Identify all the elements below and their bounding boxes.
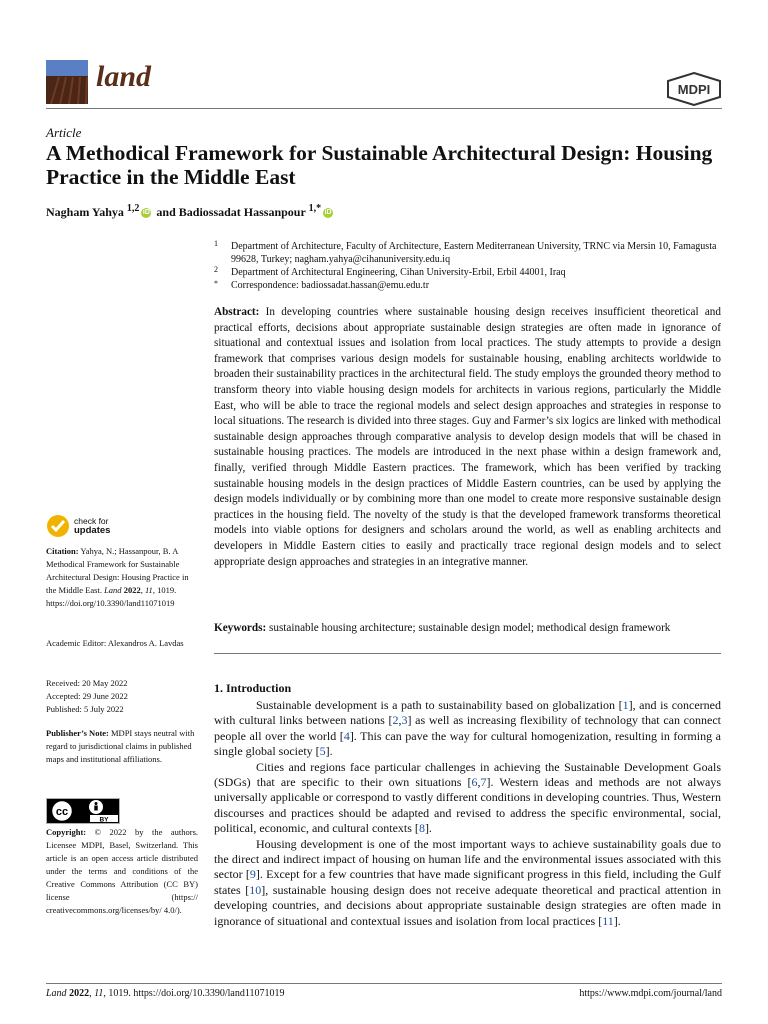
by-label: BY — [99, 816, 109, 824]
introduction-body — [214, 698, 721, 929]
footer-doi: , 1019. https://doi.org/10.3390/land11071019 — [103, 988, 285, 999]
citation-link[interactable]: 7 — [480, 775, 487, 790]
citation-link[interactable]: 2 — [392, 713, 399, 728]
author-conjunction: and — [156, 205, 176, 219]
copyright-label: Copyright: — [46, 827, 87, 837]
citation-journal: Land — [104, 585, 122, 595]
citation-link[interactable]: 10 — [249, 882, 262, 897]
citation-volume: 11 — [144, 585, 153, 595]
citation-link[interactable]: 3 — [401, 713, 408, 728]
academic-editor: Academic Editor: Alexandros A. Lavdas — [46, 638, 184, 648]
article-title: A Methodical Framework for Sustainable Architectural Design: Housing Practice in the Middle East — [46, 141, 713, 189]
affiliation-number: * — [214, 279, 218, 288]
citation-link[interactable]: 6 — [471, 775, 478, 790]
abstract-text: In developing countries where sustainable housing design receives insufficient theoretical and practical efforts, decisions about appropriate sustainable design strategies are often made in ignorance of situational and contextual issues and isolation from local practices. The study attempts to provide a design framework that comprises various design models for sustainable housing, enabling architects worldwide to broaden their sustainability practices in the architectural field. The study employs the grounded theory method to transform theory into viable housing design models for architects in various regions, particularly the Middle East, who will be able to trace the regional models and select design approaches and strategies in response to local situations. The research is divided into three stages. Guy and Farmer’s six logics are linked with methodical sustainable design approaches through comparative analysis to develop design models that will be chased in sustainable housing practices. The models are introduced in the next phase within a design framework and, finally, verified through Middle Eastern practices. The framework, which has been verified by tracking sustainable housing models in the design practices of Middle Eastern countries, can be used by applying the design models individually or by combining more than one model to create more responsive sustainable design practices in the housing field. The novelty of the study is that the developed framework transforms theoretical models into viable options for designers and scholars around the world, as well as enabling architects and developers in Middle Eastern cities to easily and practically trace regional design models and to select appropriate design approaches and strategies in an integrative manner. — [214, 306, 721, 568]
author-affiliation-marker: 1,2 — [126, 203, 140, 214]
footer-year: 2022 — [69, 988, 90, 999]
orcid-icon[interactable]: iD — [142, 209, 150, 217]
check-updates-icon — [46, 514, 70, 538]
check-for-updates-badge[interactable] — [46, 514, 110, 538]
section-heading: 1. Introduction — [214, 681, 292, 695]
footer-divider — [46, 983, 722, 984]
keywords-text: sustainable housing architecture; sustainable design model; methodical design framework — [269, 622, 671, 634]
publisher-note-label: Publisher’s Note: — [46, 728, 109, 738]
citation-link[interactable]: 11 — [602, 913, 614, 928]
cc-label: cc — [55, 806, 69, 818]
correspondence: Correspondence: badiossadat.hassan@emu.edu.tr — [231, 280, 430, 291]
paragraph: Sustainable development is a path to sustainability based on globalization [1], and is concerned with cultural links between nations [2,3] as well as increasing flexibility of technology that can connect people all over the world [4]. This can pave the way for cultural homogenization, resulting in forming a single global society [5]. — [214, 698, 721, 759]
author-name: Nagham Yahya — [46, 205, 124, 219]
check-updates-line1: check for — [74, 516, 109, 526]
check-updates-line2: updates — [74, 525, 111, 536]
citation-text: Yahya, N.; Hassanpour, B. A Methodical Framework for Sustainable Architectural Design: Housing Practice in the Middle East. — [46, 546, 189, 595]
citation-link[interactable]: 4 — [343, 728, 350, 743]
footer-journal-url[interactable]: https://www.mdpi.com/journal/land — [579, 988, 722, 999]
citation-link[interactable]: 1 — [622, 698, 629, 712]
citation-link[interactable]: 5 — [319, 744, 326, 759]
author-affiliation-marker: 1,* — [308, 203, 322, 214]
journal-name: land — [96, 60, 152, 93]
author-name: Badiossadat Hassanpour — [178, 205, 306, 219]
affiliation-number: 1 — [214, 239, 218, 248]
citation-block: Citation: Yahya, N.; Hassanpour, B. A Methodical Framework for Sustainable Architectural Design: Housing Practice in the Middle East. Land 2022, 11, 1019. https://doi.org/10.3390/land11071019 — [46, 546, 189, 608]
citation-link[interactable]: 9 — [249, 867, 256, 882]
published-date: Published: 5 July 2022 — [46, 704, 124, 714]
footer-volume: 11 — [94, 988, 104, 999]
author-list — [46, 203, 335, 220]
orcid-icon[interactable]: iD — [324, 209, 332, 217]
keywords — [214, 621, 721, 636]
abstract — [214, 305, 721, 570]
copyright-block — [46, 826, 198, 917]
journal-logo — [46, 60, 88, 104]
citation-year: 2022 — [123, 585, 141, 595]
abstract-label: Abstract: — [214, 306, 260, 318]
paragraph: Cities and regions face particular challenges in achieving the Sustainable Development Goals (SDGs) that are specific to their own situations [6,7]. Western ideas and methods are not always universally applicable or correspond to vastly different conditions in developing countries. Thus, Western discourses and practices should be adapted and revised to address the specific environmental, social, political, economic, and cultural contexts [8]. — [214, 759, 721, 836]
footer-citation: Land 2022, 11, 1019. https://doi.org/10.3390/land11071019 — [46, 988, 285, 999]
publisher-note — [46, 727, 198, 766]
accepted-date: Accepted: 29 June 2022 — [46, 691, 128, 701]
citation-label: Citation: — [46, 546, 79, 556]
dates-block — [46, 677, 198, 716]
received-date: Received: 20 May 2022 — [46, 678, 128, 688]
citation-link[interactable]: 8 — [418, 821, 425, 836]
keywords-divider — [214, 653, 721, 654]
copyright-text: © 2022 by the authors. Licensee MDPI, Basel, Switzerland. This article is an open access article distributed under the terms and conditions of the Creative Commons Attribution (CC BY) license (https:// creativecommons.org/licenses/by/ 4.0/). — [46, 827, 199, 915]
keywords-label: Keywords: — [214, 622, 267, 634]
footer-journal: Land — [46, 988, 67, 999]
header-divider — [46, 108, 722, 109]
publisher-name: MDPI — [677, 82, 711, 97]
paragraph: Housing development is one of the most important ways to achieve sustainability goals due to the direct and indirect impact of housing on human life and the environmental issues associated with this sector [9]. Except for a few countries that have made significant progress in this field, including the Gulf states [10], sustainable housing design does not receive adequate theoretical and practical attention in developing countries, and decisions about appropriate sustainable design strategies are often made in ignorance of situational and contextual issues and isolation from local practices [11]. — [214, 836, 722, 928]
cc-by-license-icon[interactable] — [46, 798, 120, 824]
publisher-note-text: MDPI stays neutral with regard to jurisdictional claims in published maps and institutional affiliations. — [46, 728, 195, 764]
article-type: Article — [46, 125, 82, 140]
affiliation-number: 2 — [214, 265, 218, 274]
citation-doi: , 1019. https://doi.org/10.3390/land11071019 — [46, 585, 177, 608]
affiliation: Department of Architecture, Faculty of Architecture, Eastern Mediterranean University, TRNC via Mersin 10, Famagusta 99628, Turkey; nagham.yahya@cihanuniversity.edu.iq — [231, 241, 717, 265]
mdpi-logo — [666, 72, 722, 106]
affiliation: Department of Architectural Engineering, Cihan University-Erbil, Erbil 44001, Iraq — [231, 267, 566, 278]
